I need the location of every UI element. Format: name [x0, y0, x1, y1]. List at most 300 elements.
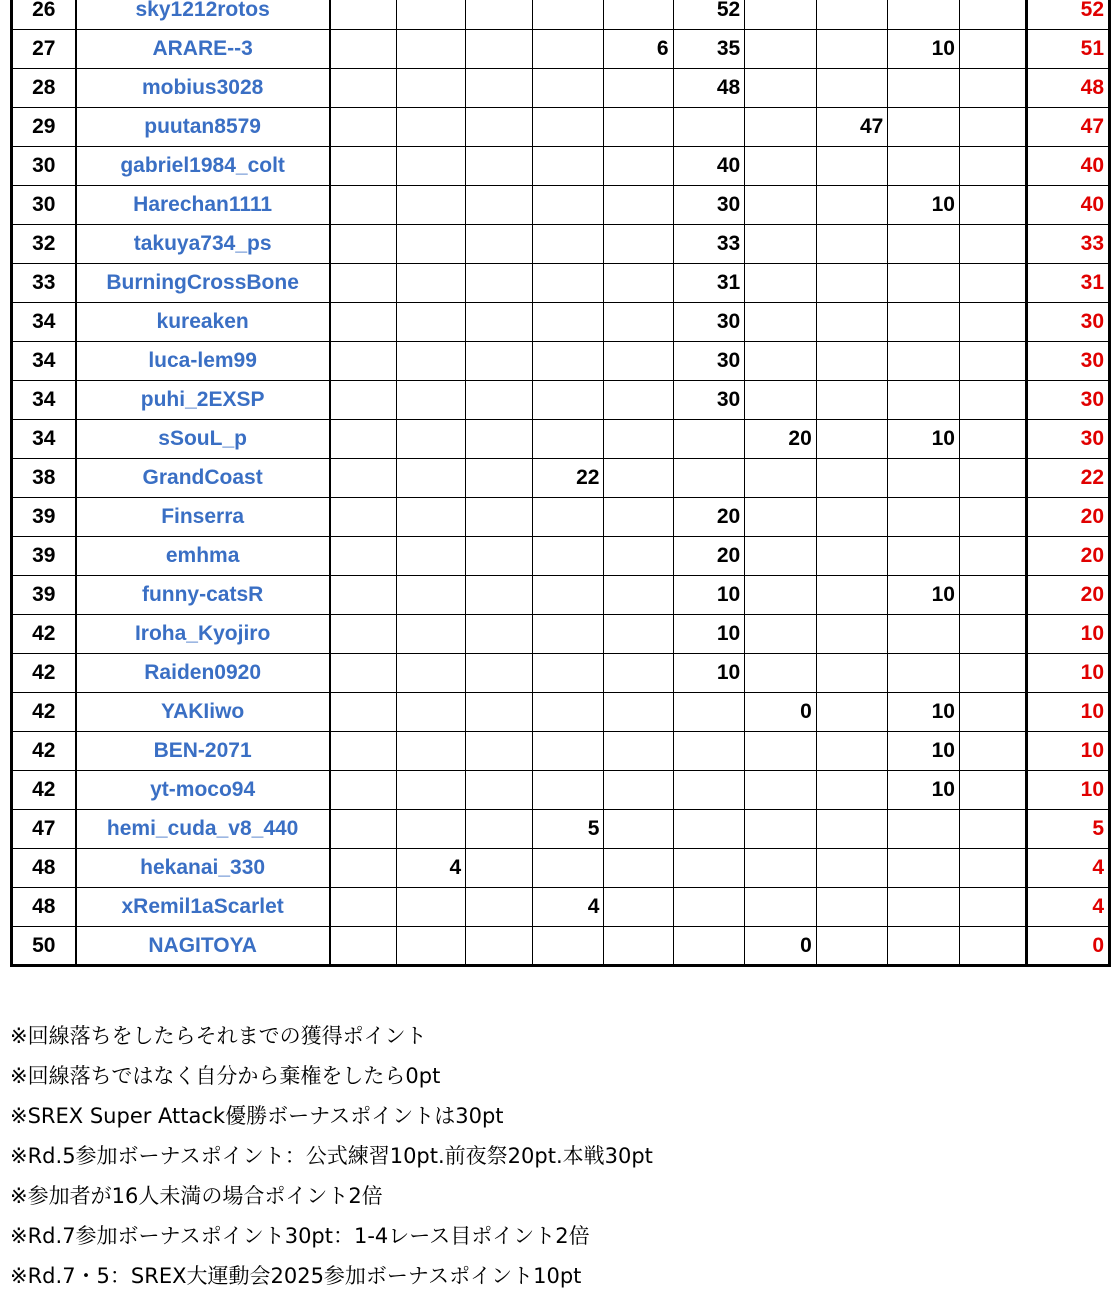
- round-points-cell: 10: [888, 186, 960, 225]
- total-points-cell: 10: [1026, 732, 1109, 771]
- round-points-cell: [959, 420, 1026, 459]
- round-points-cell: [397, 537, 466, 576]
- round-points-cell: [816, 342, 888, 381]
- round-points-cell: [604, 303, 673, 342]
- round-points-cell: [466, 849, 533, 888]
- table-row: [12, 381, 1110, 420]
- round-points-cell: [466, 147, 533, 186]
- round-points-cell: [330, 0, 397, 30]
- rank-cell: 42: [12, 654, 76, 693]
- rank-cell: 42: [12, 771, 76, 810]
- round-points-cell: [397, 264, 466, 303]
- total-points-cell: 30: [1026, 303, 1109, 342]
- player-name-cell: Harechan1111: [76, 186, 330, 225]
- round-points-cell: 10: [673, 615, 745, 654]
- round-points-cell: [604, 459, 673, 498]
- table-row: [12, 186, 1110, 225]
- round-points-cell: 30: [673, 381, 745, 420]
- round-points-cell: [330, 69, 397, 108]
- round-points-cell: [532, 615, 604, 654]
- round-points-cell: [888, 498, 960, 537]
- round-points-cell: [330, 420, 397, 459]
- round-points-cell: [330, 849, 397, 888]
- round-points-cell: [959, 888, 1026, 927]
- round-points-cell: [888, 537, 960, 576]
- note-item: ※Rd.7参加ボーナスポイント30pt：1-4レース目ポイント2倍: [10, 1224, 590, 1248]
- player-name-cell: BEN-2071: [76, 732, 330, 771]
- total-points-cell: 4: [1026, 849, 1109, 888]
- round-points-cell: [673, 927, 745, 966]
- round-points-cell: [330, 927, 397, 966]
- player-name-cell: Finserra: [76, 498, 330, 537]
- player-name-cell: xRemil1aScarlet: [76, 888, 330, 927]
- total-points-cell: 33: [1026, 225, 1109, 264]
- round-points-cell: [532, 732, 604, 771]
- round-points-cell: [604, 810, 673, 849]
- round-points-cell: [888, 342, 960, 381]
- rank-cell: 42: [12, 693, 76, 732]
- player-name-cell: GrandCoast: [76, 459, 330, 498]
- round-points-cell: 10: [673, 576, 745, 615]
- round-points-cell: [959, 771, 1026, 810]
- table-row: [12, 264, 1110, 303]
- player-name-cell: kureaken: [76, 303, 330, 342]
- rank-cell: 34: [12, 342, 76, 381]
- total-points-cell: 47: [1026, 108, 1109, 147]
- round-points-cell: [466, 771, 533, 810]
- player-name-cell: sSouL_p: [76, 420, 330, 459]
- round-points-cell: 10: [888, 693, 960, 732]
- rank-cell: 39: [12, 498, 76, 537]
- round-points-cell: [604, 342, 673, 381]
- round-points-cell: [745, 147, 817, 186]
- round-points-cell: [745, 186, 817, 225]
- round-points-cell: [397, 732, 466, 771]
- total-points-cell: 52: [1026, 0, 1109, 30]
- round-points-cell: [397, 0, 466, 30]
- round-points-cell: [397, 420, 466, 459]
- player-name-cell: puhi_2EXSP: [76, 381, 330, 420]
- round-points-cell: [816, 264, 888, 303]
- round-points-cell: [397, 342, 466, 381]
- rank-cell: 34: [12, 420, 76, 459]
- round-points-cell: 33: [673, 225, 745, 264]
- round-points-cell: [466, 576, 533, 615]
- rank-cell: 39: [12, 537, 76, 576]
- round-points-cell: [816, 186, 888, 225]
- round-points-cell: [604, 186, 673, 225]
- round-points-cell: [532, 264, 604, 303]
- round-points-cell: [888, 615, 960, 654]
- round-points-cell: [532, 927, 604, 966]
- table-row: [12, 849, 1110, 888]
- round-points-cell: [466, 108, 533, 147]
- round-points-cell: [532, 420, 604, 459]
- round-points-cell: [745, 381, 817, 420]
- round-points-cell: [816, 381, 888, 420]
- round-points-cell: 0: [745, 927, 817, 966]
- note-item: ※回線落ちをしたらそれまでの獲得ポイント: [10, 1024, 427, 1048]
- round-points-cell: 30: [673, 303, 745, 342]
- total-points-cell: 30: [1026, 342, 1109, 381]
- round-points-cell: [330, 615, 397, 654]
- table-row: [12, 927, 1110, 966]
- rank-cell: 32: [12, 225, 76, 264]
- rank-cell: 30: [12, 186, 76, 225]
- note-item: ※Rd.7・5：SREX大運動会2025参加ボーナスポイント10pt: [10, 1264, 582, 1288]
- round-points-cell: [330, 459, 397, 498]
- round-points-cell: [745, 459, 817, 498]
- round-points-cell: [745, 771, 817, 810]
- round-points-cell: [330, 771, 397, 810]
- table-row: [12, 0, 1110, 30]
- round-points-cell: [959, 30, 1026, 69]
- round-points-cell: [604, 888, 673, 927]
- round-points-cell: [888, 849, 960, 888]
- round-points-cell: 22: [532, 459, 604, 498]
- round-points-cell: [397, 225, 466, 264]
- round-points-cell: [466, 927, 533, 966]
- player-name-cell: ARARE--3: [76, 30, 330, 69]
- round-points-cell: [330, 654, 397, 693]
- round-points-cell: [397, 459, 466, 498]
- round-points-cell: [397, 69, 466, 108]
- round-points-cell: [673, 771, 745, 810]
- total-points-cell: 10: [1026, 615, 1109, 654]
- round-points-cell: [330, 186, 397, 225]
- notes-list: [10, 1016, 653, 1296]
- round-points-cell: [816, 927, 888, 966]
- player-name-cell: emhma: [76, 537, 330, 576]
- round-points-cell: 10: [888, 732, 960, 771]
- round-points-cell: 5: [532, 810, 604, 849]
- round-points-cell: 52: [673, 0, 745, 30]
- table-row: [12, 810, 1110, 849]
- round-points-cell: [816, 888, 888, 927]
- round-points-cell: 4: [397, 849, 466, 888]
- round-points-cell: [397, 693, 466, 732]
- round-points-cell: [532, 849, 604, 888]
- round-points-cell: [816, 0, 888, 30]
- note-item: ※回線落ちではなく自分から棄権をしたら0pt: [10, 1064, 441, 1088]
- round-points-cell: [888, 69, 960, 108]
- round-points-cell: [466, 30, 533, 69]
- table-row: [12, 459, 1110, 498]
- rank-cell: 30: [12, 147, 76, 186]
- round-points-cell: [959, 264, 1026, 303]
- table-row: [12, 420, 1110, 459]
- round-points-cell: 47: [816, 108, 888, 147]
- round-points-cell: [673, 108, 745, 147]
- round-points-cell: [532, 0, 604, 30]
- table-row: [12, 576, 1110, 615]
- round-points-cell: [604, 381, 673, 420]
- round-points-cell: [604, 927, 673, 966]
- round-points-cell: [466, 810, 533, 849]
- round-points-cell: 40: [673, 147, 745, 186]
- round-points-cell: [745, 576, 817, 615]
- total-points-cell: 5: [1026, 810, 1109, 849]
- round-points-cell: 31: [673, 264, 745, 303]
- round-points-cell: 35: [673, 30, 745, 69]
- round-points-cell: [888, 381, 960, 420]
- round-points-cell: [330, 147, 397, 186]
- standings-table: [10, 0, 1111, 967]
- round-points-cell: [673, 459, 745, 498]
- round-points-cell: [330, 732, 397, 771]
- round-points-cell: [959, 342, 1026, 381]
- round-points-cell: [816, 498, 888, 537]
- standings-body: [12, 0, 1110, 966]
- round-points-cell: [466, 693, 533, 732]
- round-points-cell: [959, 810, 1026, 849]
- round-points-cell: [330, 225, 397, 264]
- round-points-cell: [330, 576, 397, 615]
- round-points-cell: [397, 303, 466, 342]
- table-row: [12, 303, 1110, 342]
- rank-cell: 29: [12, 108, 76, 147]
- player-name-cell: gabriel1984_colt: [76, 147, 330, 186]
- round-points-cell: [959, 693, 1026, 732]
- round-points-cell: [959, 303, 1026, 342]
- round-points-cell: [604, 69, 673, 108]
- round-points-cell: [532, 147, 604, 186]
- round-points-cell: [330, 888, 397, 927]
- round-points-cell: [397, 30, 466, 69]
- round-points-cell: [888, 108, 960, 147]
- rank-cell: 34: [12, 381, 76, 420]
- round-points-cell: [466, 498, 533, 537]
- player-name-cell: mobius3028: [76, 69, 330, 108]
- round-points-cell: [816, 771, 888, 810]
- total-points-cell: 10: [1026, 771, 1109, 810]
- round-points-cell: [888, 810, 960, 849]
- round-points-cell: [816, 69, 888, 108]
- total-points-cell: 40: [1026, 186, 1109, 225]
- round-points-cell: 10: [888, 420, 960, 459]
- player-name-cell: puutan8579: [76, 108, 330, 147]
- rank-cell: 27: [12, 30, 76, 69]
- total-points-cell: 31: [1026, 264, 1109, 303]
- round-points-cell: [959, 576, 1026, 615]
- round-points-cell: [532, 30, 604, 69]
- round-points-cell: [604, 615, 673, 654]
- round-points-cell: [959, 459, 1026, 498]
- round-points-cell: 6: [604, 30, 673, 69]
- round-points-cell: [604, 576, 673, 615]
- round-points-cell: [466, 303, 533, 342]
- rank-cell: 26: [12, 0, 76, 30]
- round-points-cell: [888, 654, 960, 693]
- rank-cell: 50: [12, 927, 76, 966]
- round-points-cell: [959, 225, 1026, 264]
- round-points-cell: [959, 498, 1026, 537]
- round-points-cell: [532, 69, 604, 108]
- round-points-cell: [466, 537, 533, 576]
- rank-cell: 48: [12, 888, 76, 927]
- table-row: [12, 108, 1110, 147]
- round-points-cell: [397, 654, 466, 693]
- round-points-cell: [888, 888, 960, 927]
- total-points-cell: 20: [1026, 576, 1109, 615]
- round-points-cell: [397, 108, 466, 147]
- round-points-cell: [745, 30, 817, 69]
- round-points-cell: 10: [888, 576, 960, 615]
- rank-cell: 38: [12, 459, 76, 498]
- round-points-cell: [532, 576, 604, 615]
- player-name-cell: NAGITOYA: [76, 927, 330, 966]
- round-points-cell: [330, 381, 397, 420]
- round-points-cell: [330, 810, 397, 849]
- round-points-cell: [330, 108, 397, 147]
- round-points-cell: [604, 771, 673, 810]
- player-name-cell: hemi_cuda_v8_440: [76, 810, 330, 849]
- total-points-cell: 30: [1026, 381, 1109, 420]
- note-item: ※参加者が16人未満の場合ポイント2倍: [10, 1184, 383, 1208]
- note-item: ※SREX Super Attack優勝ボーナスポイントは30pt: [10, 1104, 504, 1128]
- round-points-cell: [745, 108, 817, 147]
- round-points-cell: [888, 0, 960, 30]
- round-points-cell: 30: [673, 186, 745, 225]
- round-points-cell: [816, 147, 888, 186]
- round-points-cell: [466, 381, 533, 420]
- round-points-cell: [959, 0, 1026, 30]
- round-points-cell: [604, 225, 673, 264]
- rank-cell: 39: [12, 576, 76, 615]
- round-points-cell: [816, 810, 888, 849]
- player-name-cell: sky1212rotos: [76, 0, 330, 30]
- round-points-cell: [959, 108, 1026, 147]
- round-points-cell: [604, 108, 673, 147]
- round-points-cell: [816, 654, 888, 693]
- table-row: [12, 30, 1110, 69]
- total-points-cell: 20: [1026, 498, 1109, 537]
- table-row: [12, 771, 1110, 810]
- round-points-cell: [959, 381, 1026, 420]
- round-points-cell: [745, 264, 817, 303]
- round-points-cell: [532, 108, 604, 147]
- round-points-cell: [330, 342, 397, 381]
- round-points-cell: [673, 693, 745, 732]
- total-points-cell: 0: [1026, 927, 1109, 966]
- round-points-cell: 4: [532, 888, 604, 927]
- round-points-cell: [673, 888, 745, 927]
- round-points-cell: [397, 810, 466, 849]
- round-points-cell: [888, 264, 960, 303]
- rank-cell: 42: [12, 732, 76, 771]
- round-points-cell: [604, 420, 673, 459]
- round-points-cell: [959, 927, 1026, 966]
- round-points-cell: [745, 888, 817, 927]
- player-name-cell: luca-lem99: [76, 342, 330, 381]
- round-points-cell: [745, 732, 817, 771]
- round-points-cell: [745, 537, 817, 576]
- table-row: [12, 693, 1110, 732]
- round-points-cell: [397, 888, 466, 927]
- round-points-cell: [604, 264, 673, 303]
- round-points-cell: [816, 459, 888, 498]
- round-points-cell: [466, 264, 533, 303]
- round-points-cell: [604, 693, 673, 732]
- round-points-cell: [397, 771, 466, 810]
- round-points-cell: [466, 888, 533, 927]
- round-points-cell: [959, 186, 1026, 225]
- round-points-cell: [466, 732, 533, 771]
- round-points-cell: [532, 342, 604, 381]
- player-name-cell: YAKIiwo: [76, 693, 330, 732]
- total-points-cell: 10: [1026, 654, 1109, 693]
- table-row: [12, 498, 1110, 537]
- rank-cell: 28: [12, 69, 76, 108]
- round-points-cell: [466, 615, 533, 654]
- round-points-cell: [959, 732, 1026, 771]
- round-points-cell: [959, 537, 1026, 576]
- round-points-cell: 10: [673, 654, 745, 693]
- table-row: [12, 225, 1110, 264]
- round-points-cell: [673, 420, 745, 459]
- round-points-cell: [397, 927, 466, 966]
- total-points-cell: 30: [1026, 420, 1109, 459]
- round-points-cell: [532, 186, 604, 225]
- round-points-cell: [959, 849, 1026, 888]
- table-row: [12, 147, 1110, 186]
- round-points-cell: [816, 303, 888, 342]
- table-row: [12, 732, 1110, 771]
- round-points-cell: [532, 693, 604, 732]
- round-points-cell: [532, 537, 604, 576]
- table-row: [12, 615, 1110, 654]
- total-points-cell: 51: [1026, 30, 1109, 69]
- rank-cell: 34: [12, 303, 76, 342]
- round-points-cell: [888, 927, 960, 966]
- round-points-cell: [466, 342, 533, 381]
- round-points-cell: [604, 498, 673, 537]
- total-points-cell: 40: [1026, 147, 1109, 186]
- table-row: [12, 69, 1110, 108]
- rank-cell: 48: [12, 849, 76, 888]
- table-row: [12, 654, 1110, 693]
- round-points-cell: [745, 69, 817, 108]
- round-points-cell: [816, 849, 888, 888]
- round-points-cell: [330, 498, 397, 537]
- round-points-cell: [816, 732, 888, 771]
- round-points-cell: [466, 186, 533, 225]
- total-points-cell: 20: [1026, 537, 1109, 576]
- round-points-cell: [816, 225, 888, 264]
- note-item: ※Rd.5参加ボーナスポイント：公式練習10pt.前夜祭20pt.本戦30pt: [10, 1144, 653, 1168]
- round-points-cell: [330, 303, 397, 342]
- round-points-cell: [532, 771, 604, 810]
- round-points-cell: [604, 849, 673, 888]
- round-points-cell: [888, 225, 960, 264]
- player-name-cell: hekanai_330: [76, 849, 330, 888]
- round-points-cell: [888, 303, 960, 342]
- round-points-cell: [959, 147, 1026, 186]
- player-name-cell: yt-moco94: [76, 771, 330, 810]
- round-points-cell: [397, 498, 466, 537]
- round-points-cell: [745, 849, 817, 888]
- round-points-cell: [397, 576, 466, 615]
- round-points-cell: [888, 147, 960, 186]
- player-name-cell: funny-catsR: [76, 576, 330, 615]
- table-row: [12, 537, 1110, 576]
- round-points-cell: [604, 0, 673, 30]
- round-points-cell: [888, 459, 960, 498]
- round-points-cell: [604, 537, 673, 576]
- round-points-cell: [959, 615, 1026, 654]
- round-points-cell: 10: [888, 30, 960, 69]
- round-points-cell: [532, 498, 604, 537]
